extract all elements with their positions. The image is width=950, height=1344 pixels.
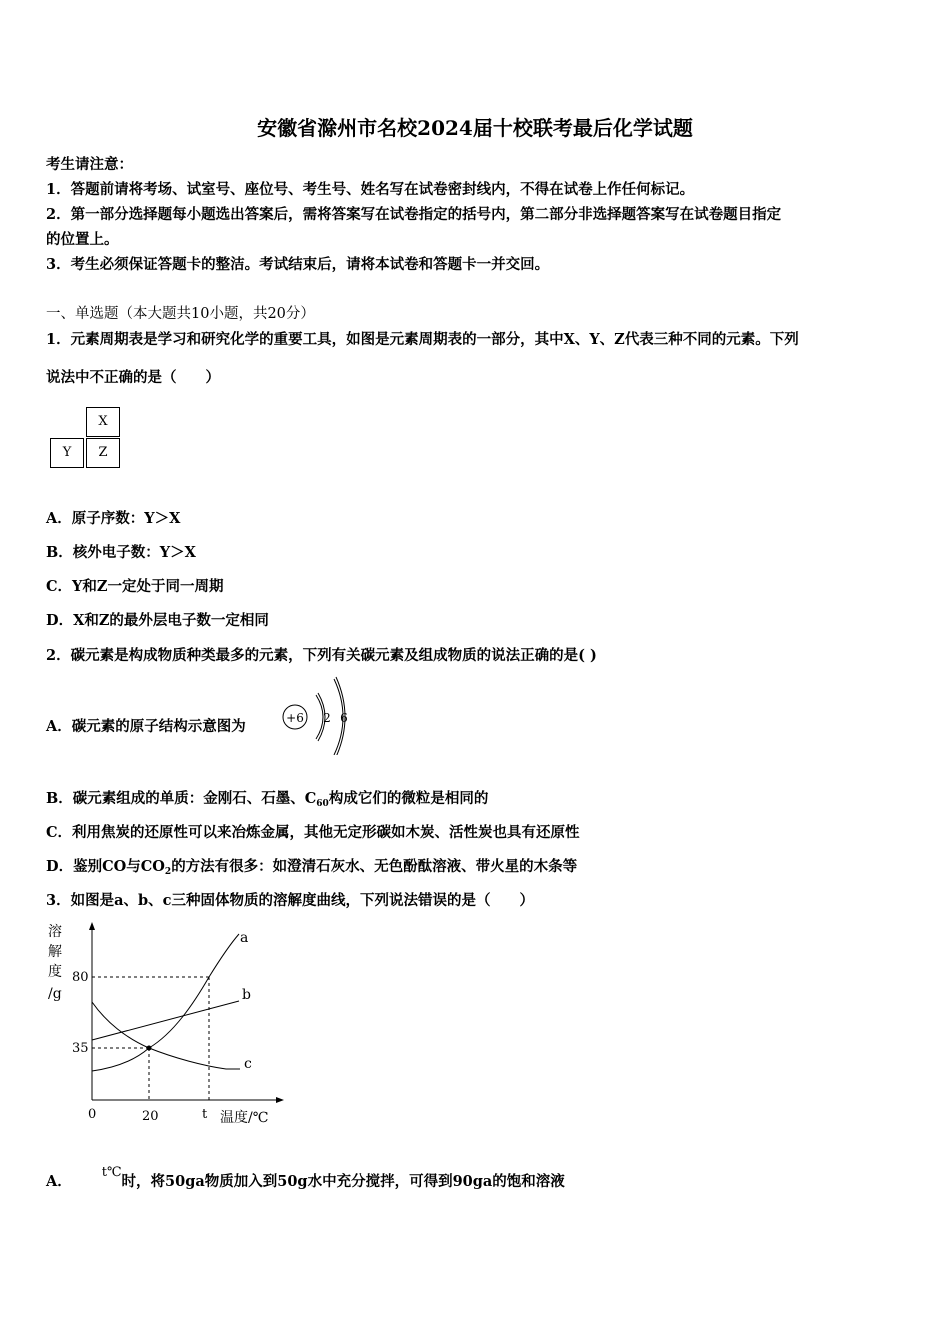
x-axis-arrow — [276, 1097, 284, 1103]
q1-stem-cont: 说法中不正确的是（ ） — [46, 369, 220, 386]
notice-item: 的位置上。 — [46, 231, 119, 248]
page-title: 安徽省滁州市名校2024届十校联考最后化学试题 — [257, 116, 693, 140]
y-tick-35: 35 — [72, 1041, 89, 1056]
q1-option-d: D．X和Z的最外层电子数一定相同 — [46, 612, 269, 629]
series-label-c: c — [244, 1056, 252, 1072]
q1-option-c: C．Y和Z一定处于同一周期 — [46, 578, 224, 595]
cell-y: Y — [50, 438, 84, 468]
cell-x: X — [86, 407, 120, 437]
ylabel-char: 度 — [48, 964, 62, 980]
x-tick-t: t — [202, 1107, 208, 1122]
series-label-b: b — [242, 987, 251, 1003]
q2-option-a: A．碳元素的原子结构示意图为 — [46, 718, 246, 735]
curve-a — [92, 934, 239, 1071]
notice-item: 2．第一部分选择题每小题选出答案后，需将答案写在试卷指定的括号内，第二部分非选择题答案写在试卷题目指定 — [46, 206, 782, 223]
x-tick-0: 0 — [88, 1107, 97, 1122]
q3-stem: 3．如图是a、b、c三种固体物质的溶解度曲线，下列说法错误的是（ ） — [46, 892, 534, 909]
intersection-point — [147, 1046, 152, 1051]
q2-option-b: B．碳元素组成的单质：金刚石、石墨、$C_{60}$构成它们的微粒是相同的 — [46, 790, 489, 809]
q1-stem: 1．元素周期表是学习和研究化学的重要工具，如图是元素周期表的一部分，其中X、Y、Z代表三种不同的元素。下列 — [46, 331, 799, 348]
q1-option-a: A．原子序数：Y＞X — [46, 510, 181, 527]
notice-heading: 考生请注意： — [46, 156, 133, 173]
series-label-a: a — [240, 930, 249, 946]
notice-item: 1．答题前请将考场、试室号、座位号、考生号、姓名写在试卷密封线内，不得在试卷上作任何标记。 — [46, 181, 695, 198]
q2-option-c: C．利用焦炭的还原性可以来冶炼金属，其他无定形碳如木炭、活性炭也具有还原性 — [46, 824, 580, 841]
x-tick-20: 20 — [142, 1109, 159, 1124]
y-axis-arrow — [89, 922, 95, 930]
carbon-atom-diagram — [278, 675, 358, 755]
q2-stem: 2．碳元素是构成物质种类最多的元素，下列有关碳元素及组成物质的说法正确的是( ) — [46, 647, 597, 664]
ylabel-char: /g — [48, 986, 62, 1002]
notice-item: 3．考生必须保证答题卡的整洁。考试结束后，请将本试卷和答题卡一并交回。 — [46, 256, 550, 273]
nucleus-label: +6 — [286, 711, 304, 725]
shell-2-count: 6 — [340, 711, 348, 725]
x-axis-label: 温度/℃ — [220, 1110, 269, 1126]
shell-1-count: 2 — [323, 711, 331, 725]
curve-b — [92, 1001, 239, 1040]
section-heading: 一、单选题（本大题共10小题，共20分） — [46, 306, 315, 322]
guide-lines — [92, 977, 209, 1100]
cell-z: Z — [86, 438, 120, 468]
ylabel-char: 溶 — [48, 924, 62, 940]
q2-option-d: D．鉴别CO与$CO_2$的方法有很多：如澄清石灰水、无色酚酞溶液、带火星的木条等 — [46, 858, 578, 877]
ylabel-char: 解 — [48, 944, 62, 960]
solubility-chart — [44, 918, 294, 1133]
q1-option-b: B．核外电子数：Y＞X — [46, 544, 196, 561]
y-tick-80: 80 — [72, 970, 89, 985]
q3-option-a: A．t℃时，将50ga物质加入到50g水中充分搅拌，可得到90ga的饱和溶液 — [46, 1165, 565, 1190]
